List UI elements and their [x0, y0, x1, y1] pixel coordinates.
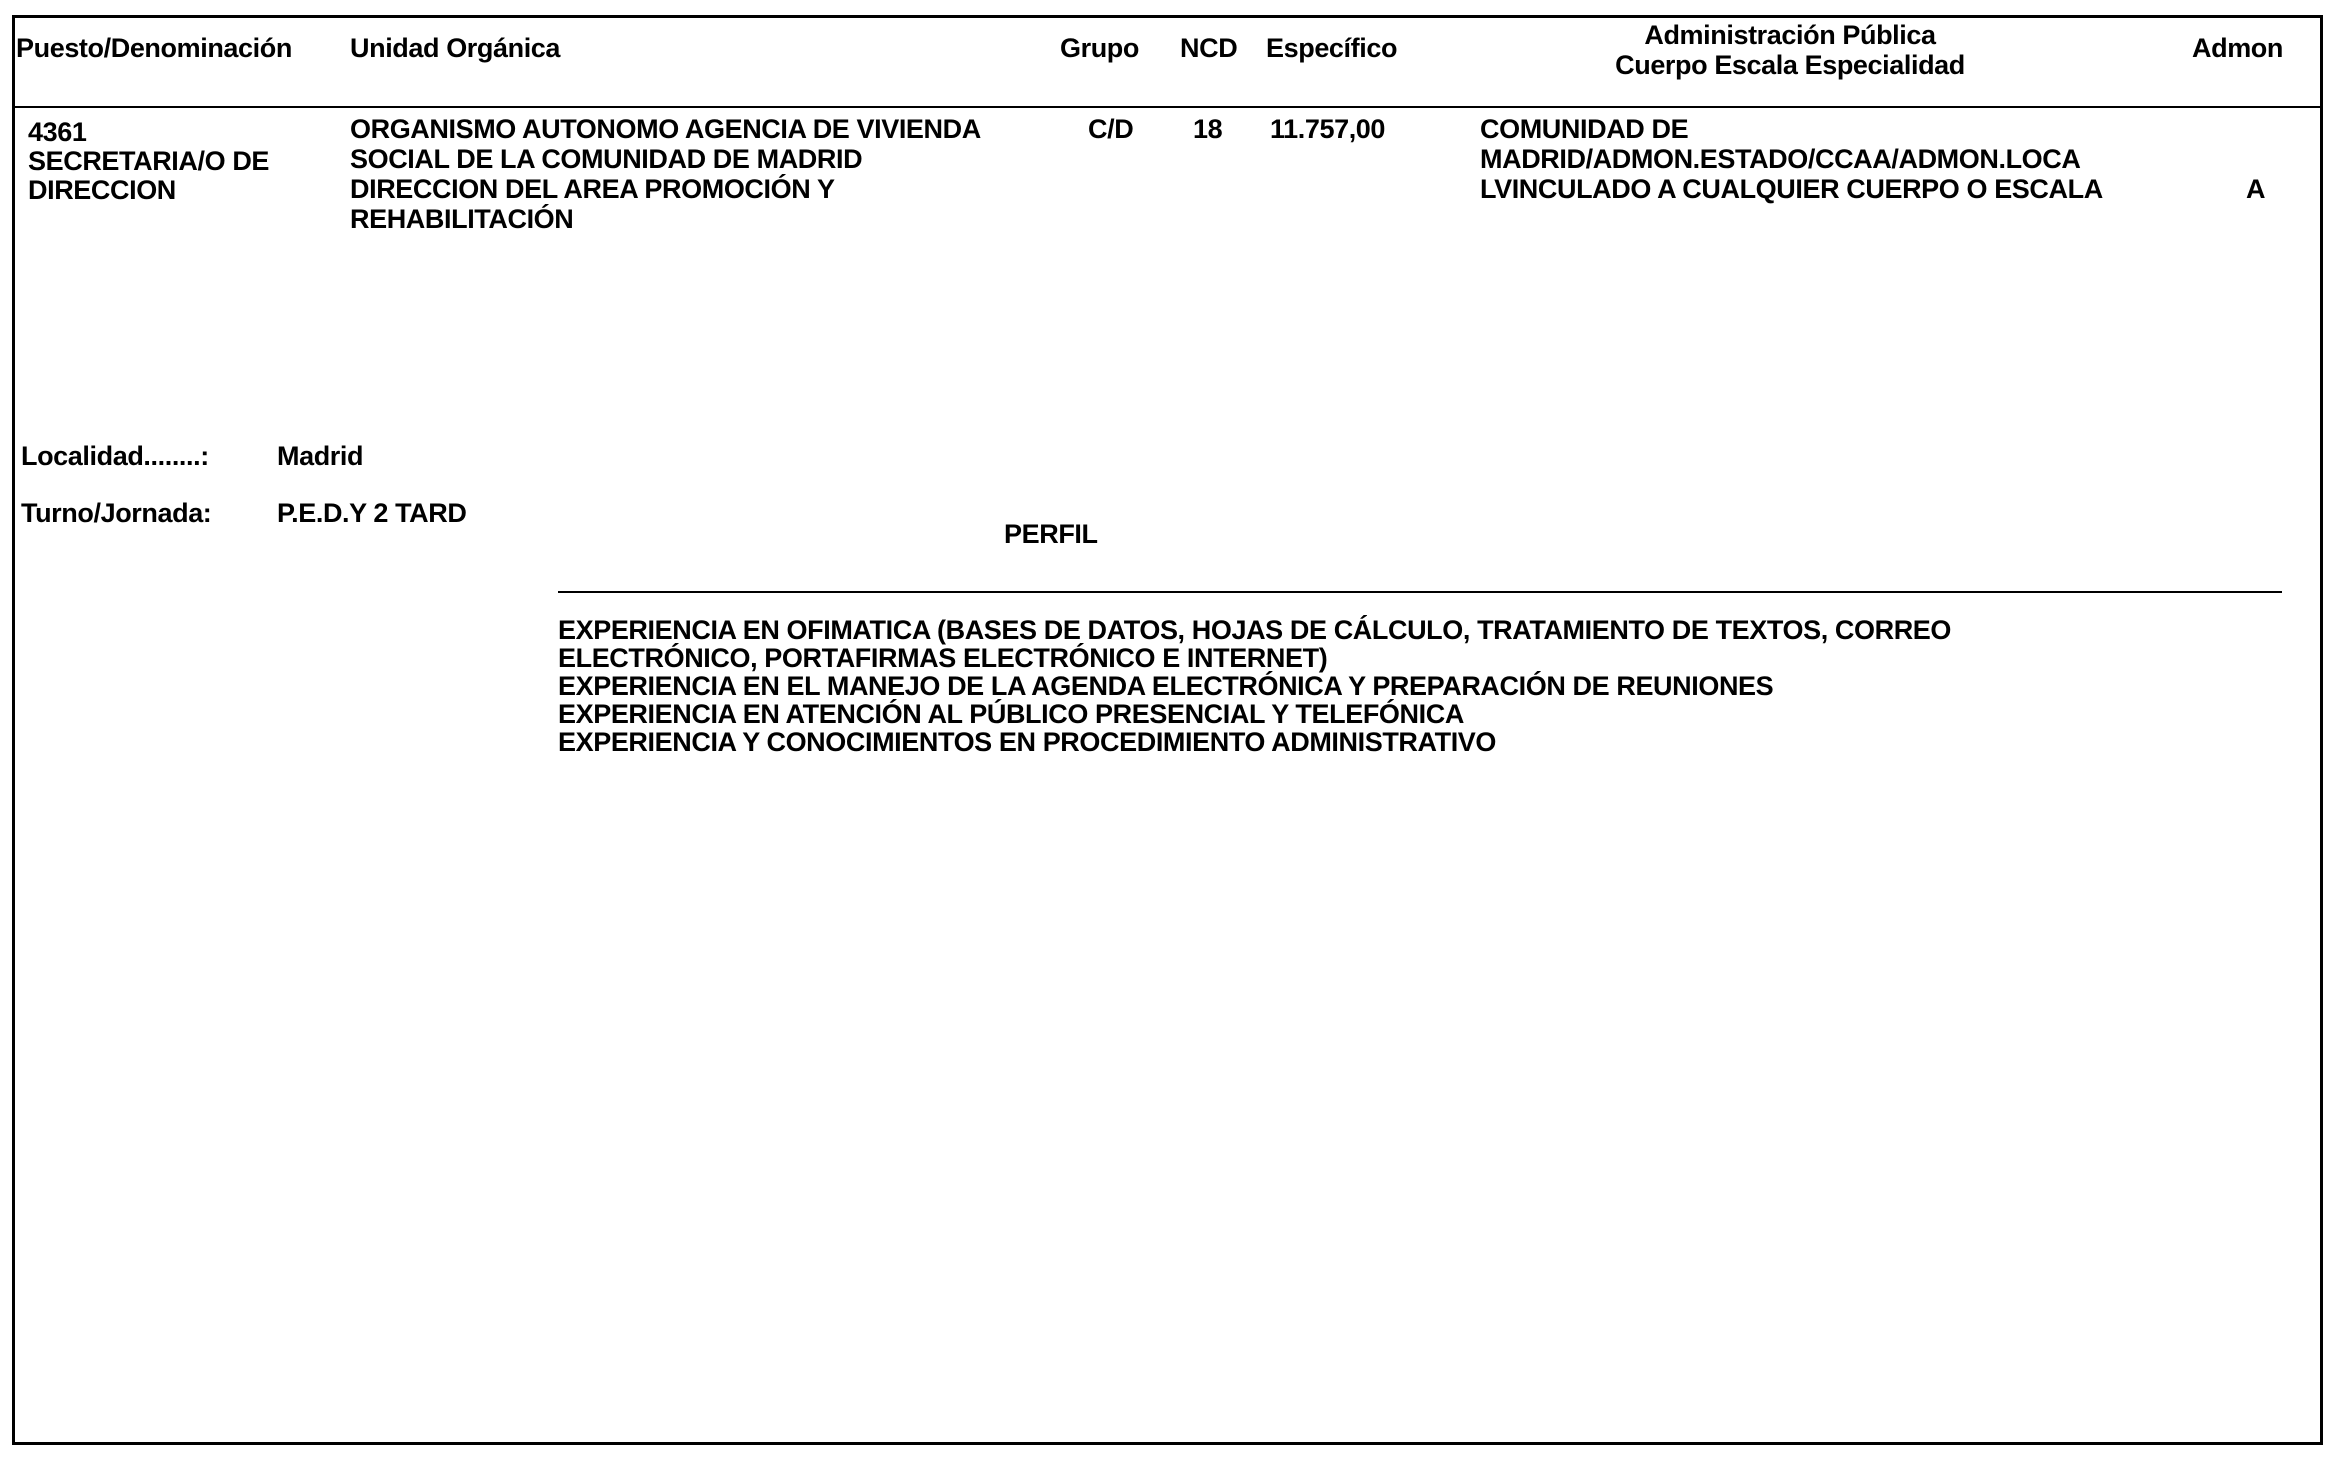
localidad-label: Localidad........:	[21, 441, 209, 471]
header-grupo: Grupo	[1060, 33, 1139, 63]
header-administracion-publica	[1480, 20, 2100, 80]
row-admon-value: A	[2246, 174, 2266, 204]
row-puesto-denominacion	[28, 118, 269, 205]
table-header-separator	[12, 106, 2323, 108]
header-puesto-denominacion: Puesto/Denominación	[16, 33, 292, 63]
localidad-value: Madrid	[277, 441, 364, 471]
row-unidad-line: SOCIAL DE LA COMUNIDAD DE MADRID	[350, 144, 863, 174]
row-puesto-line: SECRETARIA/O DE	[28, 146, 270, 176]
header-administracion-publica-line2: Cuerpo Escala Especialidad	[1615, 50, 1965, 80]
perfil-requirement-line: ELECTRÓNICO, PORTAFIRMAS ELECTRÓNICO E INTERNET)	[558, 643, 1328, 673]
turno-jornada-value: P.E.D.Y 2 TARD	[277, 498, 467, 528]
row-administracion-line: MADRID/ADMON.ESTADO/CCAA/ADMON.LOCA	[1480, 144, 2081, 174]
row-especifico-value: 11.757,00	[1270, 114, 1386, 144]
header-ncd: NCD	[1180, 33, 1238, 63]
row-unidad-organica	[350, 114, 981, 234]
perfil-title: PERFIL	[1004, 519, 1098, 549]
header-administracion-publica-line1: Administración Pública	[1644, 20, 1936, 50]
perfil-requirement-line: EXPERIENCIA EN OFIMATICA (BASES DE DATOS, HOJAS DE CÁLCULO, TRATAMIENTO DE TEXTOS, CORREO	[558, 615, 1952, 645]
row-puesto-line: DIRECCION	[28, 175, 176, 205]
perfil-requirement-line: EXPERIENCIA EN EL MANEJO DE LA AGENDA ELECTRÓNICA Y PREPARACIÓN DE REUNIONES	[558, 671, 1774, 701]
row-puesto-code: 4361	[28, 117, 87, 147]
perfil-requirements-list	[558, 616, 1951, 756]
header-admon: Admon	[2192, 33, 2283, 63]
perfil-requirement-line: EXPERIENCIA EN ATENCIÓN AL PÚBLICO PRESENCIAL Y TELEFÓNICA	[558, 699, 1464, 729]
perfil-requirement-line: EXPERIENCIA Y CONOCIMIENTOS EN PROCEDIMIENTO ADMINISTRATIVO	[558, 727, 1497, 757]
row-unidad-line: DIRECCION DEL AREA PROMOCIÓN Y	[350, 174, 835, 204]
row-ncd-value: 18	[1193, 114, 1223, 144]
row-unidad-line: REHABILITACIÓN	[350, 204, 574, 234]
row-administracion-publica	[1480, 114, 2103, 204]
perfil-separator-rule	[558, 591, 2282, 593]
turno-jornada-label: Turno/Jornada:	[21, 498, 212, 528]
row-unidad-line: ORGANISMO AUTONOMO AGENCIA DE VIVIENDA	[350, 114, 981, 144]
row-administracion-line: LVINCULADO A CUALQUIER CUERPO O ESCALA	[1480, 174, 2103, 204]
row-grupo-value: C/D	[1088, 114, 1134, 144]
header-especifico: Específico	[1266, 33, 1398, 63]
header-unidad-organica: Unidad Orgánica	[350, 33, 561, 63]
row-administracion-line: COMUNIDAD DE	[1480, 114, 1689, 144]
